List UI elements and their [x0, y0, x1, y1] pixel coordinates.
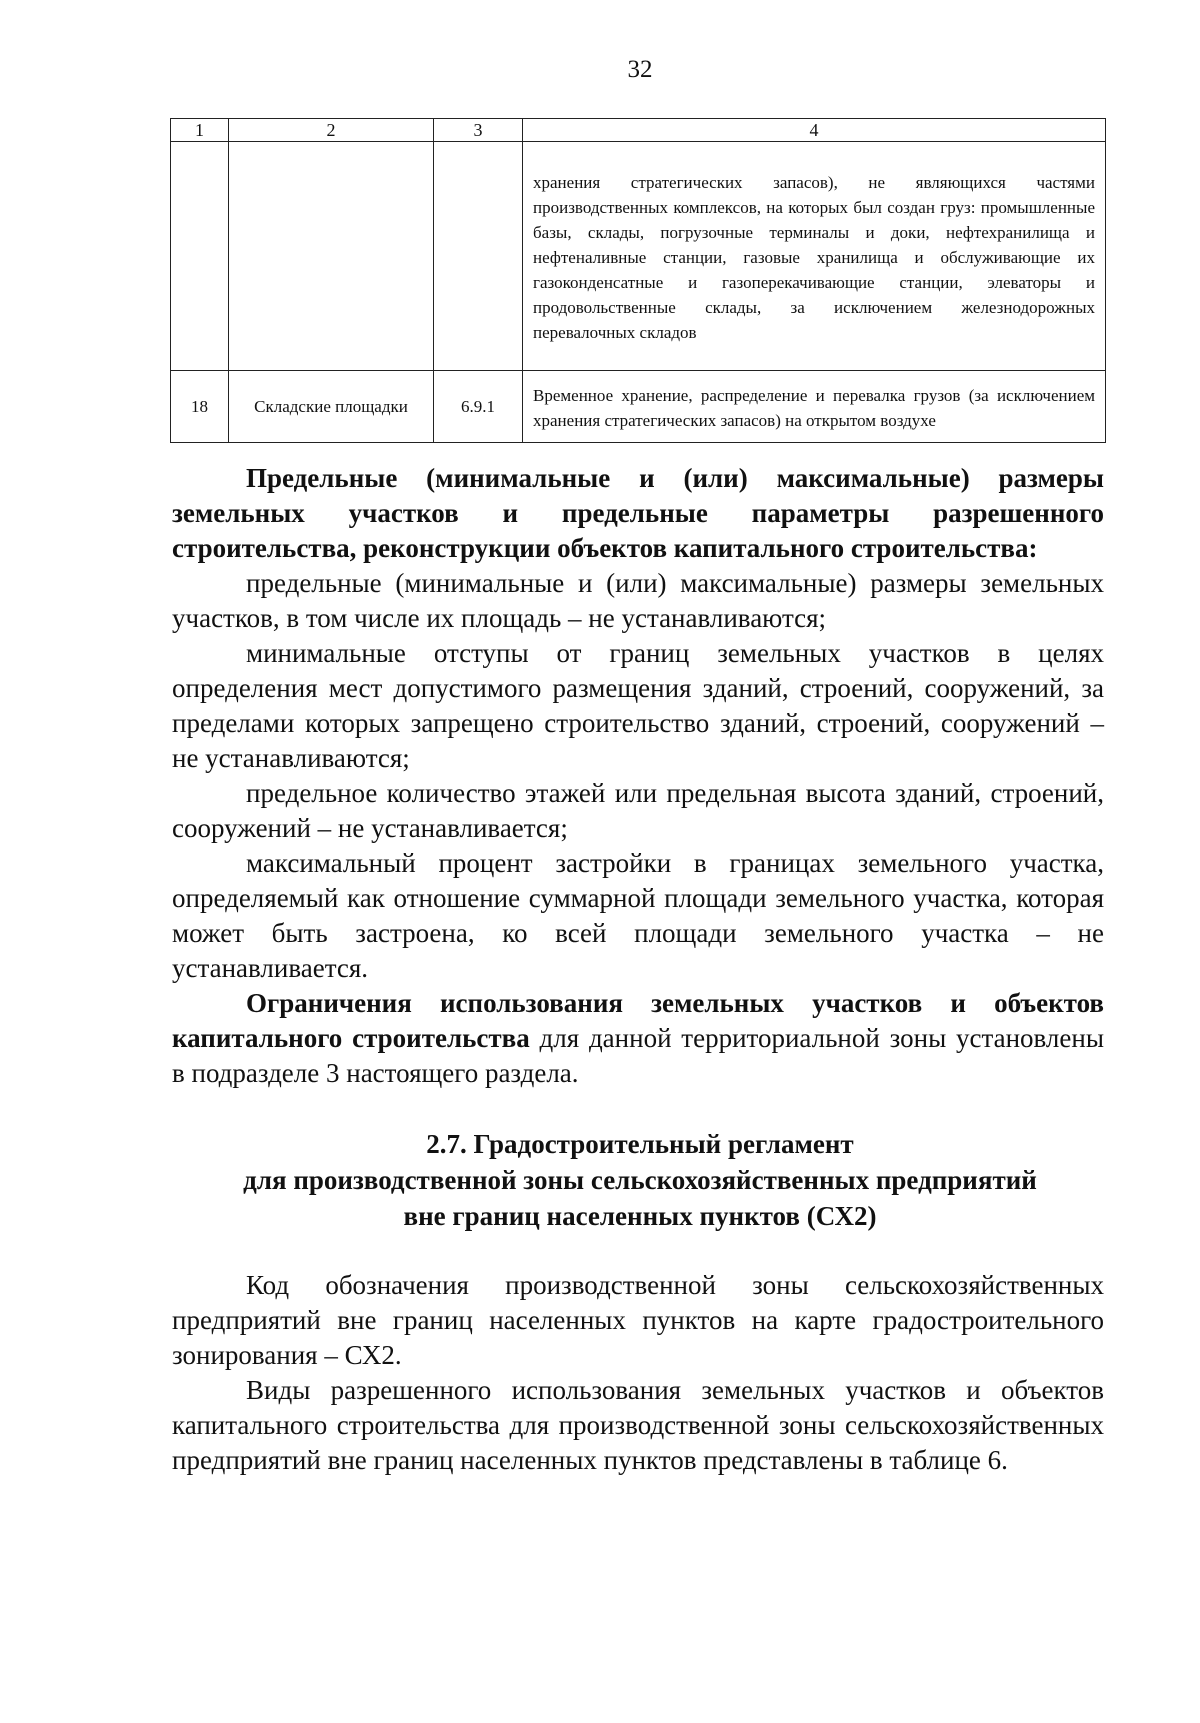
parameter-paragraph: максимальный процент застройки в границах земельного участка, определяемый как отношение суммарной площади земельного участка, которая может быть застроена, ко всей площади земельного участка – не устанавливается. [172, 848, 1104, 983]
zone-code-paragraph: Код обозначения производственной зоны сельскохозяйственных предприятий вне границ населенных пунктов на карте градостроительного зонирования – СХ2. [172, 1270, 1104, 1370]
section-heading [0, 1126, 1200, 1234]
parameters-heading: Предельные (минимальные и (или) максимальные) размеры земельных участков и предельные параметры разрешенного строительства, реконструкции объектов капитального строительства: [172, 463, 1104, 563]
restrictions-paragraph [172, 986, 1104, 1091]
row-number: 18 [171, 371, 229, 443]
parameter-paragraph: предельное количество этажей или предельная высота зданий, строений, сооружений – не устанавливается; [172, 778, 1104, 843]
table-header-cell: 2 [229, 119, 434, 142]
table-header-cell: 1 [171, 119, 229, 142]
section-body [172, 1268, 1104, 1478]
permitted-uses-paragraph: Виды разрешенного использования земельных участков и объектов капитального строительства для производственной зоны сельскохозяйственных предприятий вне границ населенных пунктов представлены в таблице 6. [172, 1375, 1104, 1475]
row-description: Временное хранение, распределение и перевалка грузов (за исключением хранения стратегических запасов) на открытом воздухе [523, 371, 1106, 443]
land-use-table [170, 118, 1106, 443]
row-number [171, 142, 229, 371]
page-number: 32 [627, 56, 653, 83]
table-header-cell: 3 [434, 119, 523, 142]
row-name: Складские площадки [229, 371, 434, 443]
parameter-paragraph: предельные (минимальные и (или) максимальные) размеры земельных участков, в том числе их площадь – не устанавливаются; [172, 568, 1104, 633]
section-title-line: вне границ населенных пунктов (СХ2) [403, 1201, 877, 1231]
table-row [171, 142, 1106, 371]
restrictions-bold-text: Ограничения использования земельных участков и объектов капитального строительства [172, 988, 1104, 1053]
section-title-line: для производственной зоны сельскохозяйственных предприятий [243, 1165, 1037, 1195]
row-name [229, 142, 434, 371]
row-code: 6.9.1 [434, 371, 523, 443]
row-code [434, 142, 523, 371]
row-description: хранения стратегических запасов), не являющихся частями производственных комплексов, на которых был создан груз: промышленные базы, склады, погрузочные терминалы и доки, нефтехранилища и нефтеналивные станции, газовые хранилища и обслуживающие их газоконденсатные и газоперекачивающие станции, элеваторы и продовольственные склады, за исключением железнодорожных перевалочных складов [523, 142, 1106, 371]
table-header-cell: 4 [523, 119, 1106, 142]
parameters-section [172, 461, 1104, 1091]
table-row [171, 371, 1106, 443]
restrictions-text: для данной территориальной зоны установлены в подразделе 3 настоящего раздела. [172, 1023, 1104, 1088]
table-header-row [171, 119, 1106, 142]
parameter-paragraph: минимальные отступы от границ земельных участков в целях определения мест допустимого размещения зданий, строений, сооружений, за пределами которых запрещено строительство зданий, строений, сооружений – не устанавливаются; [172, 638, 1104, 773]
section-title-line: 2.7. Градостроительный регламент [426, 1129, 854, 1159]
